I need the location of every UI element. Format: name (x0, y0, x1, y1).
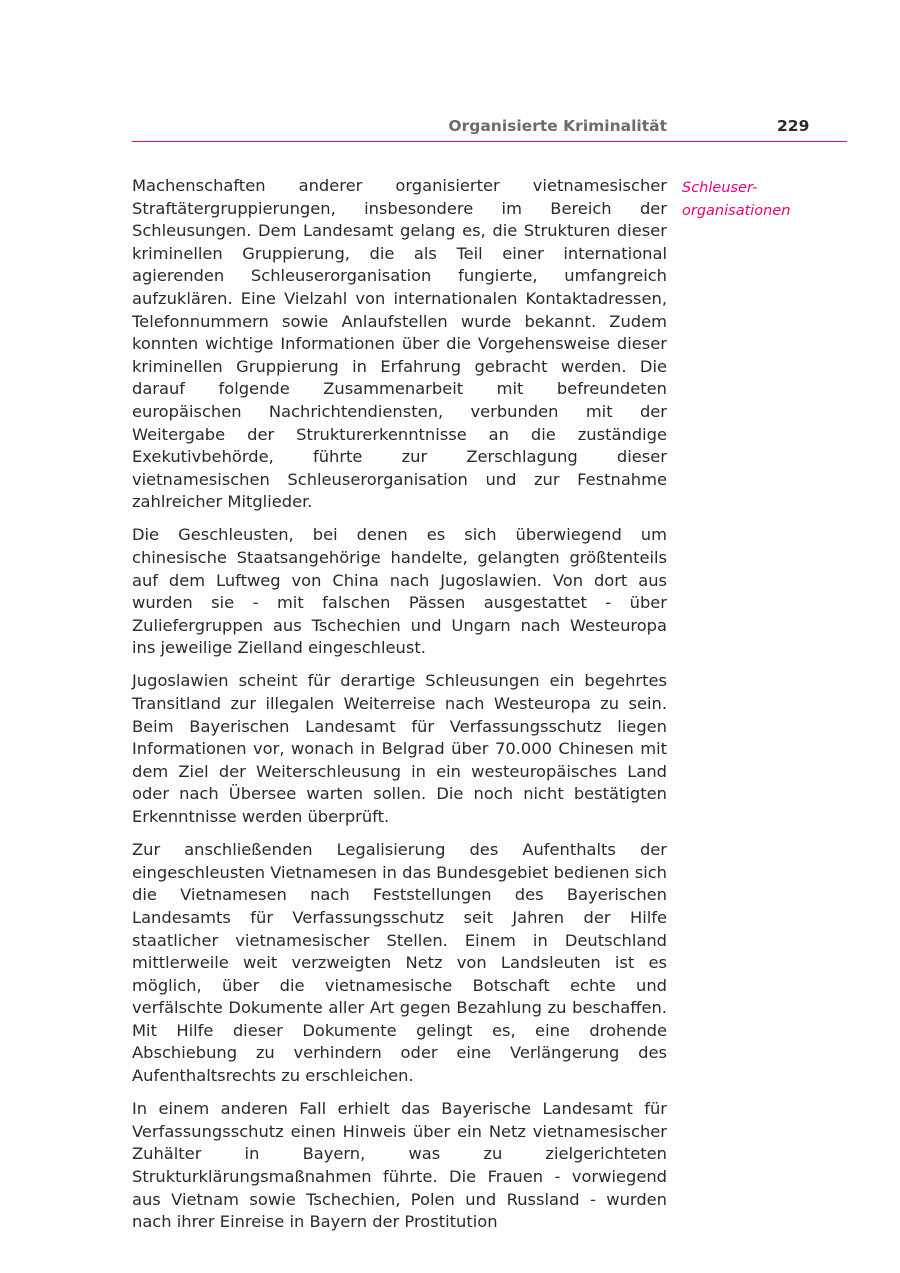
header-rule (132, 141, 847, 142)
paragraph: Machenschaften anderer organisierter vietnamesischer Straftätergruppierungen, insbesondere im Bereich der Schleusungen. Dem Landesamt gelang es, die Strukturen dieser kriminellen Gruppierung, die als Teil einer international agierenden Schleuserorganisation fungierte, umfangreich aufzuklären. Eine Vielzahl von internationalen Kontaktadressen, Telefonnummern sowie Anlaufstellen wurde bekannt. Zudem konnten wichtige Informationen über die Vorgehensweise dieser kriminellen Gruppierung in Erfahrung gebracht werden. Die darauf folgende Zusammenarbeit mit befreundeten europäischen Nachrichtendiensten, verbunden mit der Weitergabe der Strukturerkenntnisse an die zuständige Exekutivbehörde, führte zur Zerschlagung dieser vietnamesischen Schleuserorganisation und zur Festnahme zahlreicher Mitglieder. (132, 176, 667, 512)
margin-note-line-1: Schleuser- (682, 180, 758, 196)
body-text (132, 175, 667, 1244)
page-number: 229 (777, 117, 810, 135)
paragraph: Zur anschließenden Legalisierung des Aufenthalts der eingeschleusten Vietnamesen in das Bundesgebiet bedienen sich die Vietnamesen nach Feststellungen des Bayerischen Landesamts für Verfassungsschutz seit Jahren der Hilfe staatlicher vietnamesischer Stellen. Einem in Deutschland mittlerweile weit verzweigten Netz von Landsleuten ist es möglich, über die vietnamesische Botschaft echte und verfälschte Dokumente aller Art gegen Bezahlung zu beschaffen. Mit Hilfe dieser Dokumente gelingt es, eine drohende Abschiebung zu verhindern oder eine Verlängerung des Aufenthaltsrechts zu erschleichen. (132, 840, 667, 1086)
paragraph: In einem anderen Fall erhielt das Bayerische Landesamt für Verfassungsschutz einen Hinweis über ein Netz vietnamesischer Zuhälter in Bayern, was zu zielgerichteten Strukturklärungsmaßnahmen führte. Die Frauen - vorwiegend aus Vietnam sowie Tschechien, Polen und Russland - wurden nach ihrer Einreise in Bayern der Prostitution (132, 1099, 667, 1232)
running-header (132, 117, 847, 139)
paragraph: Die Geschleusten, bei denen es sich überwiegend um chinesische Staatsangehörige handelte, gelangten größtenteils auf dem Luftweg von China nach Jugoslawien. Von dort aus wurden sie - mit falschen Pässen ausgestattet - über Zuliefergruppen aus Tschechien und Ungarn nach Westeuropa ins jeweilige Zielland eingeschleust. (132, 525, 667, 658)
running-header-title: Organisierte Kriminalität (448, 117, 667, 135)
paragraph: Jugoslawien scheint für derartige Schleusungen ein begehrtes Transitland zur illegalen Weiterreise nach Westeuropa zu sein. Beim Bayerischen Landesamt für Verfassungsschutz liegen Informationen vor, wonach in Belgrad über 70.000 Chinesen mit dem Ziel der Weiterschleusung in ein westeuropäisches Land oder nach Übersee warten sollen. Die noch nicht bestätigten Erkenntnisse werden überprüft. (132, 671, 667, 827)
margin-note-line-2: organisationen (682, 202, 791, 219)
margin-note (682, 177, 842, 222)
